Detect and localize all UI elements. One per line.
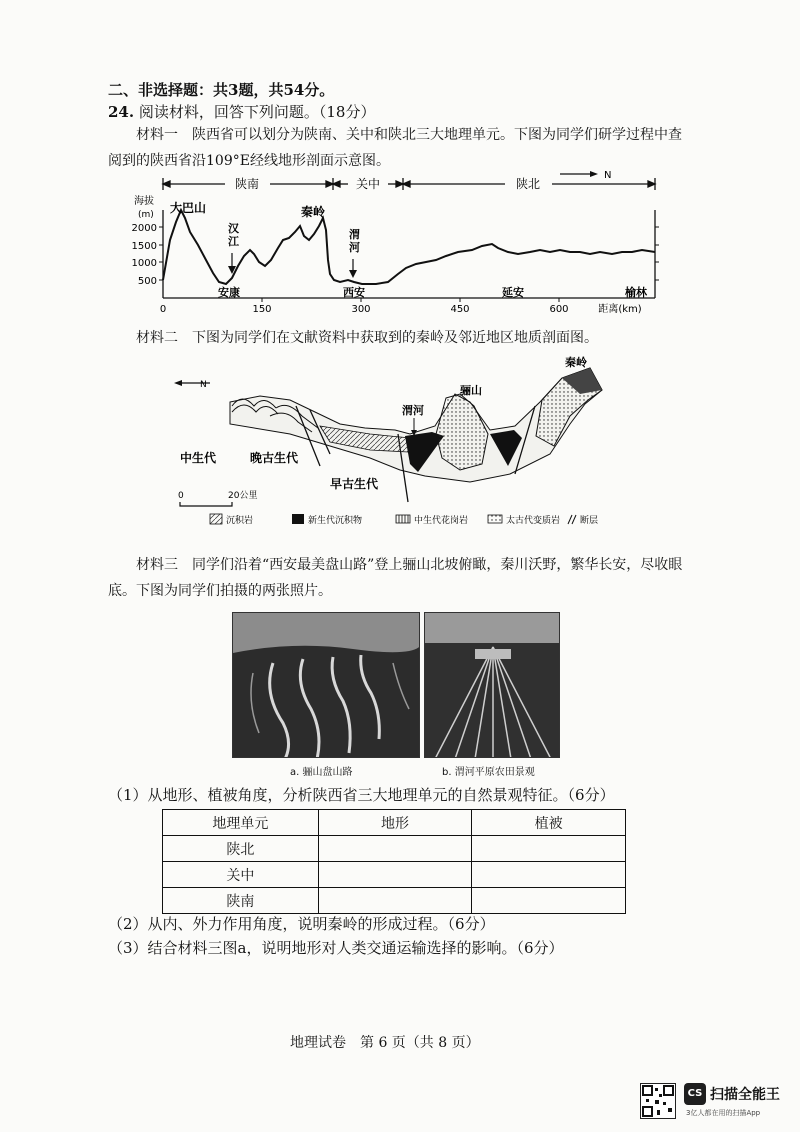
table-header-row bbox=[163, 810, 626, 836]
geology-label-mesozoic: 中生代 bbox=[180, 451, 217, 465]
legend-label-sedimentary: 沉积岩 bbox=[226, 516, 254, 526]
answer-cell-vegetation[interactable] bbox=[472, 862, 626, 888]
legend-swatch-granite bbox=[396, 515, 410, 523]
material-two: 材料二 下图为同学们在文献资料中获取到的秦岭及邻近地区地质剖面图。 bbox=[136, 330, 598, 346]
geology-label-lishan: 骊山 bbox=[460, 384, 482, 397]
legend-label-cenozoic: 新生代沉积物 bbox=[308, 516, 363, 526]
legend-label-fault: 断层 bbox=[580, 516, 599, 526]
question-text: 阅读材料，回答下列问题。（18分） bbox=[138, 103, 376, 121]
y-tick-500: 500 bbox=[137, 276, 157, 287]
table-cell-unit: 陕南 bbox=[163, 888, 319, 914]
landscape-table bbox=[162, 809, 626, 914]
table-cell-unit: 陕北 bbox=[163, 836, 319, 862]
geology-legend bbox=[210, 514, 598, 526]
scale-bar bbox=[180, 502, 232, 506]
terrain-profile-figure bbox=[120, 170, 680, 330]
table-cell-unit: 关中 bbox=[163, 862, 319, 888]
table-header-terrain: 地形 bbox=[318, 810, 472, 836]
subquestion-3: （3）结合材料三图a，说明地形对人类交通运输选择的影响。（6分） bbox=[108, 939, 564, 957]
table-row bbox=[163, 862, 626, 888]
region-label-shaanbei: 陕北 bbox=[515, 177, 541, 191]
label-weihe: 渭河 bbox=[349, 228, 360, 254]
label-hanjiang: 汉江 bbox=[228, 222, 239, 248]
geology-north-arrow-icon bbox=[174, 380, 210, 390]
question-prompt bbox=[108, 101, 375, 123]
geology-section-figure bbox=[170, 354, 620, 534]
answer-cell-vegetation[interactable] bbox=[472, 836, 626, 862]
question-number: 24. bbox=[108, 103, 135, 121]
x-axis-label: 距离(km) bbox=[598, 304, 642, 315]
label-qinling: 秦岭 bbox=[301, 205, 326, 219]
x-tick-450: 450 bbox=[450, 304, 470, 315]
north-arrow-icon bbox=[560, 170, 611, 181]
label-xian: 西安 bbox=[343, 286, 365, 299]
legend-swatch-fault bbox=[568, 515, 576, 524]
caption-photo-a: a. 骊山盘山路 bbox=[290, 767, 353, 778]
table-row bbox=[163, 888, 626, 914]
y-tick-1000: 1000 bbox=[131, 258, 157, 269]
label-yulin: 榆林 bbox=[625, 286, 647, 299]
caption-photo-b: b. 渭河平原农田景观 bbox=[442, 767, 535, 778]
table-row bbox=[163, 836, 626, 862]
answer-cell-vegetation[interactable] bbox=[472, 888, 626, 914]
y-tick-2000: 2000 bbox=[131, 223, 157, 234]
subquestion-1: （1）从地形、植被角度，分析陕西省三大地理单元的自然景观特征。（6分） bbox=[108, 786, 615, 804]
answer-cell-terrain[interactable] bbox=[318, 862, 472, 888]
y-axis-label: 海拔 bbox=[134, 196, 154, 207]
table-header-unit: 地理单元 bbox=[163, 810, 319, 836]
subquestion-2: （2）从内、外力作用角度，说明秦岭的形成过程。（6分） bbox=[108, 915, 495, 933]
answer-cell-terrain[interactable] bbox=[318, 888, 472, 914]
legend-swatch-metamorphic bbox=[488, 515, 502, 523]
legend-label-granite: 中生代花岗岩 bbox=[414, 516, 469, 526]
x-tick-300: 300 bbox=[351, 304, 371, 315]
scale-zero: 0 bbox=[178, 491, 184, 501]
legend-swatch-cenozoic bbox=[292, 514, 304, 524]
section-heading: 二、非选择题：共3题，共54分。 bbox=[108, 81, 335, 99]
watermark-subtitle: 3亿人都在用的扫描App bbox=[686, 1109, 761, 1117]
geology-label-qinling: 秦岭 bbox=[565, 356, 587, 369]
lishan-metamorphic-block bbox=[436, 394, 488, 470]
label-dabashan: 大巴山 bbox=[170, 201, 207, 215]
weihe-arrowhead-icon bbox=[349, 270, 357, 278]
photo-b-farmland bbox=[424, 612, 560, 758]
label-yanan: 延安 bbox=[502, 286, 524, 299]
page-footer: 地理试卷 第 6 页（共 8 页） bbox=[290, 1035, 480, 1051]
material-one: 材料一 陕西省可以划分为陕南、关中和陕北三大地理单元。下图为同学们研学过程中查阅到的陕西省沿109°E经线地形剖面示意图。 bbox=[108, 127, 682, 169]
x-tick-0: 0 bbox=[159, 304, 167, 315]
geology-label-weihe: 渭河 bbox=[402, 404, 424, 417]
y-axis-unit: (m) bbox=[138, 210, 154, 220]
scale-label: 20公里 bbox=[228, 491, 258, 501]
geology-label-early-paleozoic: 早古生代 bbox=[330, 477, 379, 491]
region-label-shaannan: 陕南 bbox=[234, 177, 260, 191]
watermark-brand: 扫描全能王 bbox=[710, 1087, 780, 1103]
legend-label-metamorphic: 太古代变质岩 bbox=[506, 516, 561, 526]
region-label-guanzhong: 关中 bbox=[355, 177, 381, 191]
table-header-vegetation: 植被 bbox=[472, 810, 626, 836]
photo-a-mountain-road bbox=[232, 612, 420, 758]
y-tick-1500: 1500 bbox=[131, 241, 157, 252]
answer-cell-terrain[interactable] bbox=[318, 836, 472, 862]
svg-text:N: N bbox=[604, 170, 612, 181]
x-tick-600: 600 bbox=[549, 304, 569, 315]
label-ankang: 安康 bbox=[218, 286, 240, 299]
svg-text:N: N bbox=[200, 380, 207, 390]
geology-label-late-paleozoic: 晚古生代 bbox=[250, 451, 299, 465]
camscanner-logo-icon: CS bbox=[684, 1083, 706, 1105]
x-tick-150: 150 bbox=[252, 304, 272, 315]
qr-code-icon bbox=[640, 1083, 676, 1119]
legend-swatch-sedimentary bbox=[210, 514, 222, 524]
material-three: 材料三 同学们沿着“西安最美盘山路”登上骊山北坡俯瞰，秦川沃野，繁华长安，尽收眼底。下图为同学们拍摄的两张照片。 bbox=[108, 557, 683, 599]
